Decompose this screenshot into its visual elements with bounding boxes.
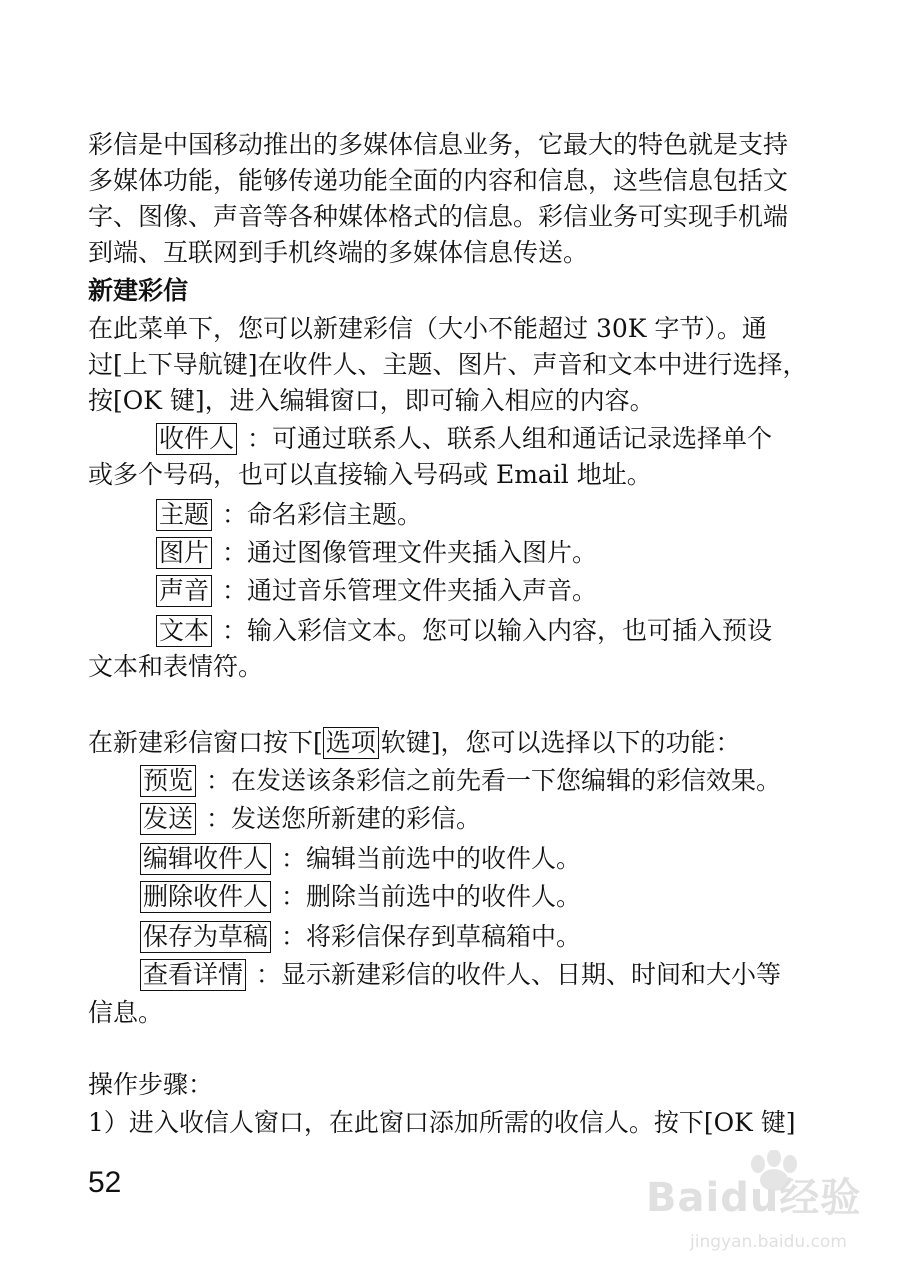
watermark-brand: Baidu经验 [646, 1175, 862, 1221]
option-send-label: 发送 [140, 803, 196, 835]
option-details-desc: ：显示新建彩信的收件人、日期、时间和大小等 [248, 960, 781, 989]
options-intro [88, 726, 805, 760]
option-delete-recipient [140, 880, 805, 914]
option-details [140, 958, 805, 992]
field-text-cont: 文本和表情符。 [88, 652, 264, 681]
watermark-url: jingyan.baidu.com [690, 1232, 847, 1252]
baidu-watermark [640, 1150, 870, 1260]
option-preview-label: 预览 [140, 765, 196, 797]
field-picture-desc: ：通过图像管理文件夹插入图片。 [214, 538, 597, 567]
option-preview [140, 764, 805, 798]
field-subject [156, 498, 805, 532]
options-intro-after: 软键]，您可以选择以下的功能： [380, 728, 741, 757]
option-send [140, 802, 805, 836]
options-softkey-label: 选项 [323, 727, 379, 759]
section-intro-line-1: 在此菜单下，您可以新建彩信（大小不能超过 30K 字节）。通 [88, 314, 767, 343]
option-send-desc: ：发送您所新建的彩信。 [198, 804, 481, 833]
field-sound-desc: ：通过音乐管理文件夹插入声音。 [214, 576, 597, 605]
page-number: 52 [88, 1166, 122, 1199]
field-sound [156, 574, 805, 608]
option-edit-recipient-desc: ：编辑当前选中的收件人。 [273, 844, 581, 873]
step-1: 1）进入收信人窗口，在此窗口添加所需的收信人。按下[OK 键] [88, 1108, 796, 1137]
section-intro-line-3: 按[OK 键]，进入编辑窗口，即可输入相应的内容。 [88, 386, 655, 415]
field-picture-label: 图片 [156, 537, 212, 569]
field-sound-label: 声音 [156, 575, 212, 607]
option-save-draft-desc: ：将彩信保存到草稿箱中。 [273, 922, 581, 951]
option-save-draft [140, 920, 805, 954]
steps-title: 操作步骤： [88, 1070, 214, 1099]
option-edit-recipient-label: 编辑收件人 [140, 843, 271, 875]
field-subject-desc: ：命名彩信主题。 [214, 500, 422, 529]
intro-line-2: 多媒体功能，能够传递功能全面的内容和信息，这些信息包括文 [88, 166, 789, 195]
section-title: 新建彩信 [88, 276, 189, 305]
option-preview-desc: ：在发送该条彩信之前先看一下您编辑的彩信效果。 [198, 766, 781, 795]
intro-line-1: 彩信是中国移动推出的多媒体信息业务，它最大的特色就是支持 [88, 130, 789, 159]
option-save-draft-label: 保存为草稿 [140, 921, 271, 953]
section-intro-line-2: 过[上下导航键]在收件人、主题、图片、声音和文本中进行选择， [88, 350, 808, 379]
field-recipient-label: 收件人 [156, 423, 237, 455]
option-details-cont: 信息。 [88, 998, 164, 1027]
field-text-desc: ：输入彩信文本。您可以输入内容，也可插入预设 [214, 616, 772, 645]
option-delete-recipient-label: 删除收件人 [140, 881, 271, 913]
option-edit-recipient [140, 842, 805, 876]
field-recipient-desc: ：可通过联系人、联系人组和通话记录选择单个 [239, 424, 772, 453]
field-picture [156, 536, 805, 570]
field-text-label: 文本 [156, 615, 212, 647]
field-text [156, 614, 805, 648]
options-intro-before: 在新建彩信窗口按下[ [88, 728, 323, 757]
option-delete-recipient-desc: ：删除当前选中的收件人。 [273, 882, 581, 911]
intro-line-4: 到端、互联网到手机终端的多媒体信息传送。 [88, 238, 589, 267]
field-recipient-cont: 或多个号码，也可以直接输入号码或 Email 地址。 [88, 460, 652, 489]
field-subject-label: 主题 [156, 499, 212, 531]
field-recipient [156, 422, 805, 456]
option-details-label: 查看详情 [140, 959, 246, 991]
intro-line-3: 字、图像、声音等各种媒体格式的信息。彩信业务可实现手机端 [88, 202, 789, 231]
